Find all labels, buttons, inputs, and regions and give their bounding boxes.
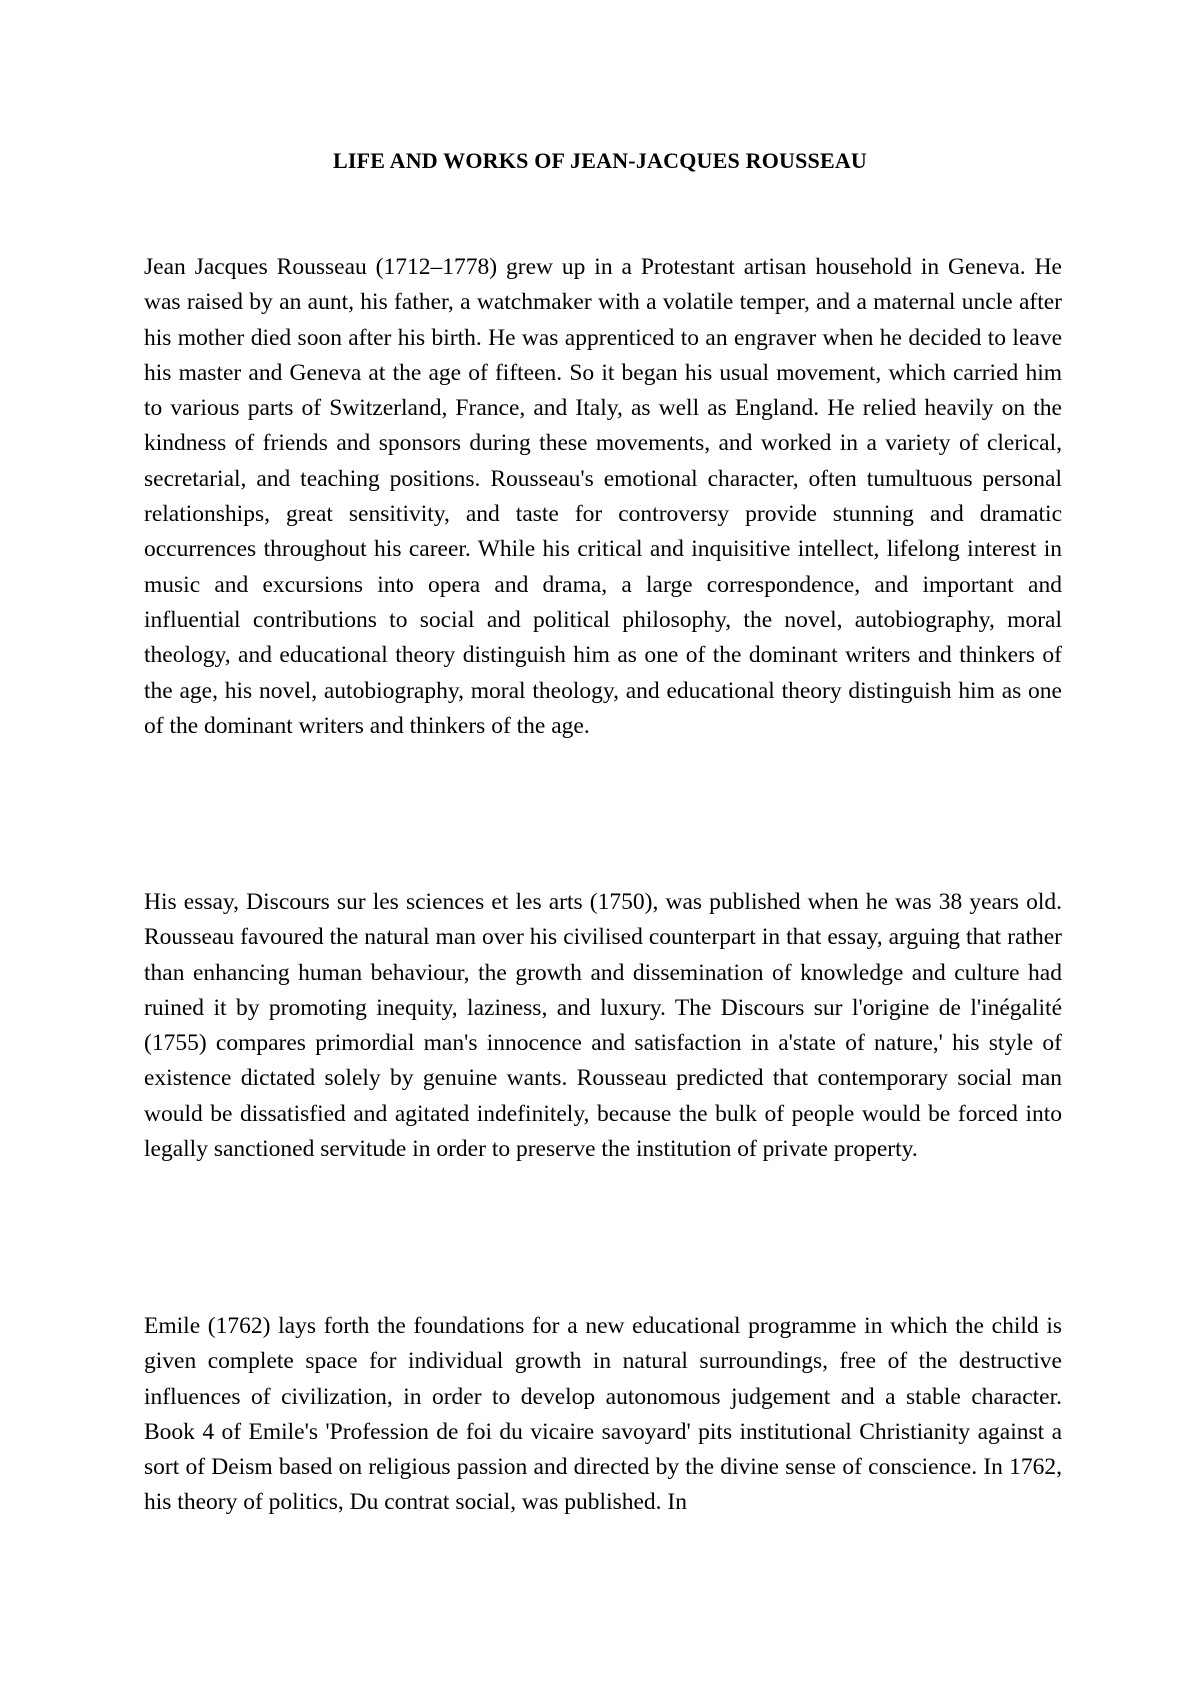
paragraph-discours: His essay, Discours sur les sciences et les arts (1750), was published when he was 38 years old. Rousseau favoured the natural man over his civilised counterpart in that essay, arguing that rather than enhancing human behaviour, the growth and dissemination of knowledge and culture had ruined it by promoting inequity, laziness, and luxury. The Discours sur l'origine de l'inégalité (1755) compares primordial man's innocence and satisfaction in a'state of nature,' his style of existence dictated solely by genuine wants. Rousseau predicted that contemporary social man would be dissatisfied and agitated indefinitely, because the bulk of people would be forced into legally sanctioned servitude in order to preserve the institution of private property. bbox=[144, 889, 1062, 1163]
paragraph-emile: Emile (1762) lays forth the foundations for a new educational programme in which the child is given complete space for individual growth in natural surroundings, free of the destructive influences of civilization, in order to develop autonomous judgement and a stable character. Book 4 of Emile's 'Profession de foi du vicaire savoyard' pits institutional Christianity against a sort of Deism based on religious passion and directed by the divine sense of conscience. In 1762, his theory of politics, Du contrat social, was published. In bbox=[144, 1313, 1062, 1516]
page-title: LIFE AND WORKS OF JEAN-JACQUES ROUSSEAU bbox=[332, 148, 868, 173]
paragraph-early-life: Jean Jacques Rousseau (1712–1778) grew up in a Protestant artisan household in Geneva. He was raised by an aunt, his father, a watchmaker with a volatile temper, and a maternal uncle after his mother died soon after his birth. He was apprenticed to an engraver when he decided to leave his master and Geneva at the age of fifteen. So it began his usual movement, which carried him to various parts of Switzerland, France, and Italy, as well as England. He relied heavily on the kindness of friends and sponsors during these movements, and worked in a variety of clerical, secretarial, and teaching positions. Rousseau's emotional character, often tumultuous personal relationships, great sensitivity, and taste for controversy provide stunning and dramatic occurrences throughout his career. While his critical and inquisitive intellect, lifelong interest in music and excursions into opera and drama, a large correspondence, and important and influential contributions to social and political philosophy, the novel, autobiography, moral theology, and educational theory distinguish him as one of the dominant writers and thinkers of the age, his novel, autobiography, moral theology, and educational theory distinguish him as one of the dominant writers and thinkers of the age. bbox=[144, 254, 1062, 739]
